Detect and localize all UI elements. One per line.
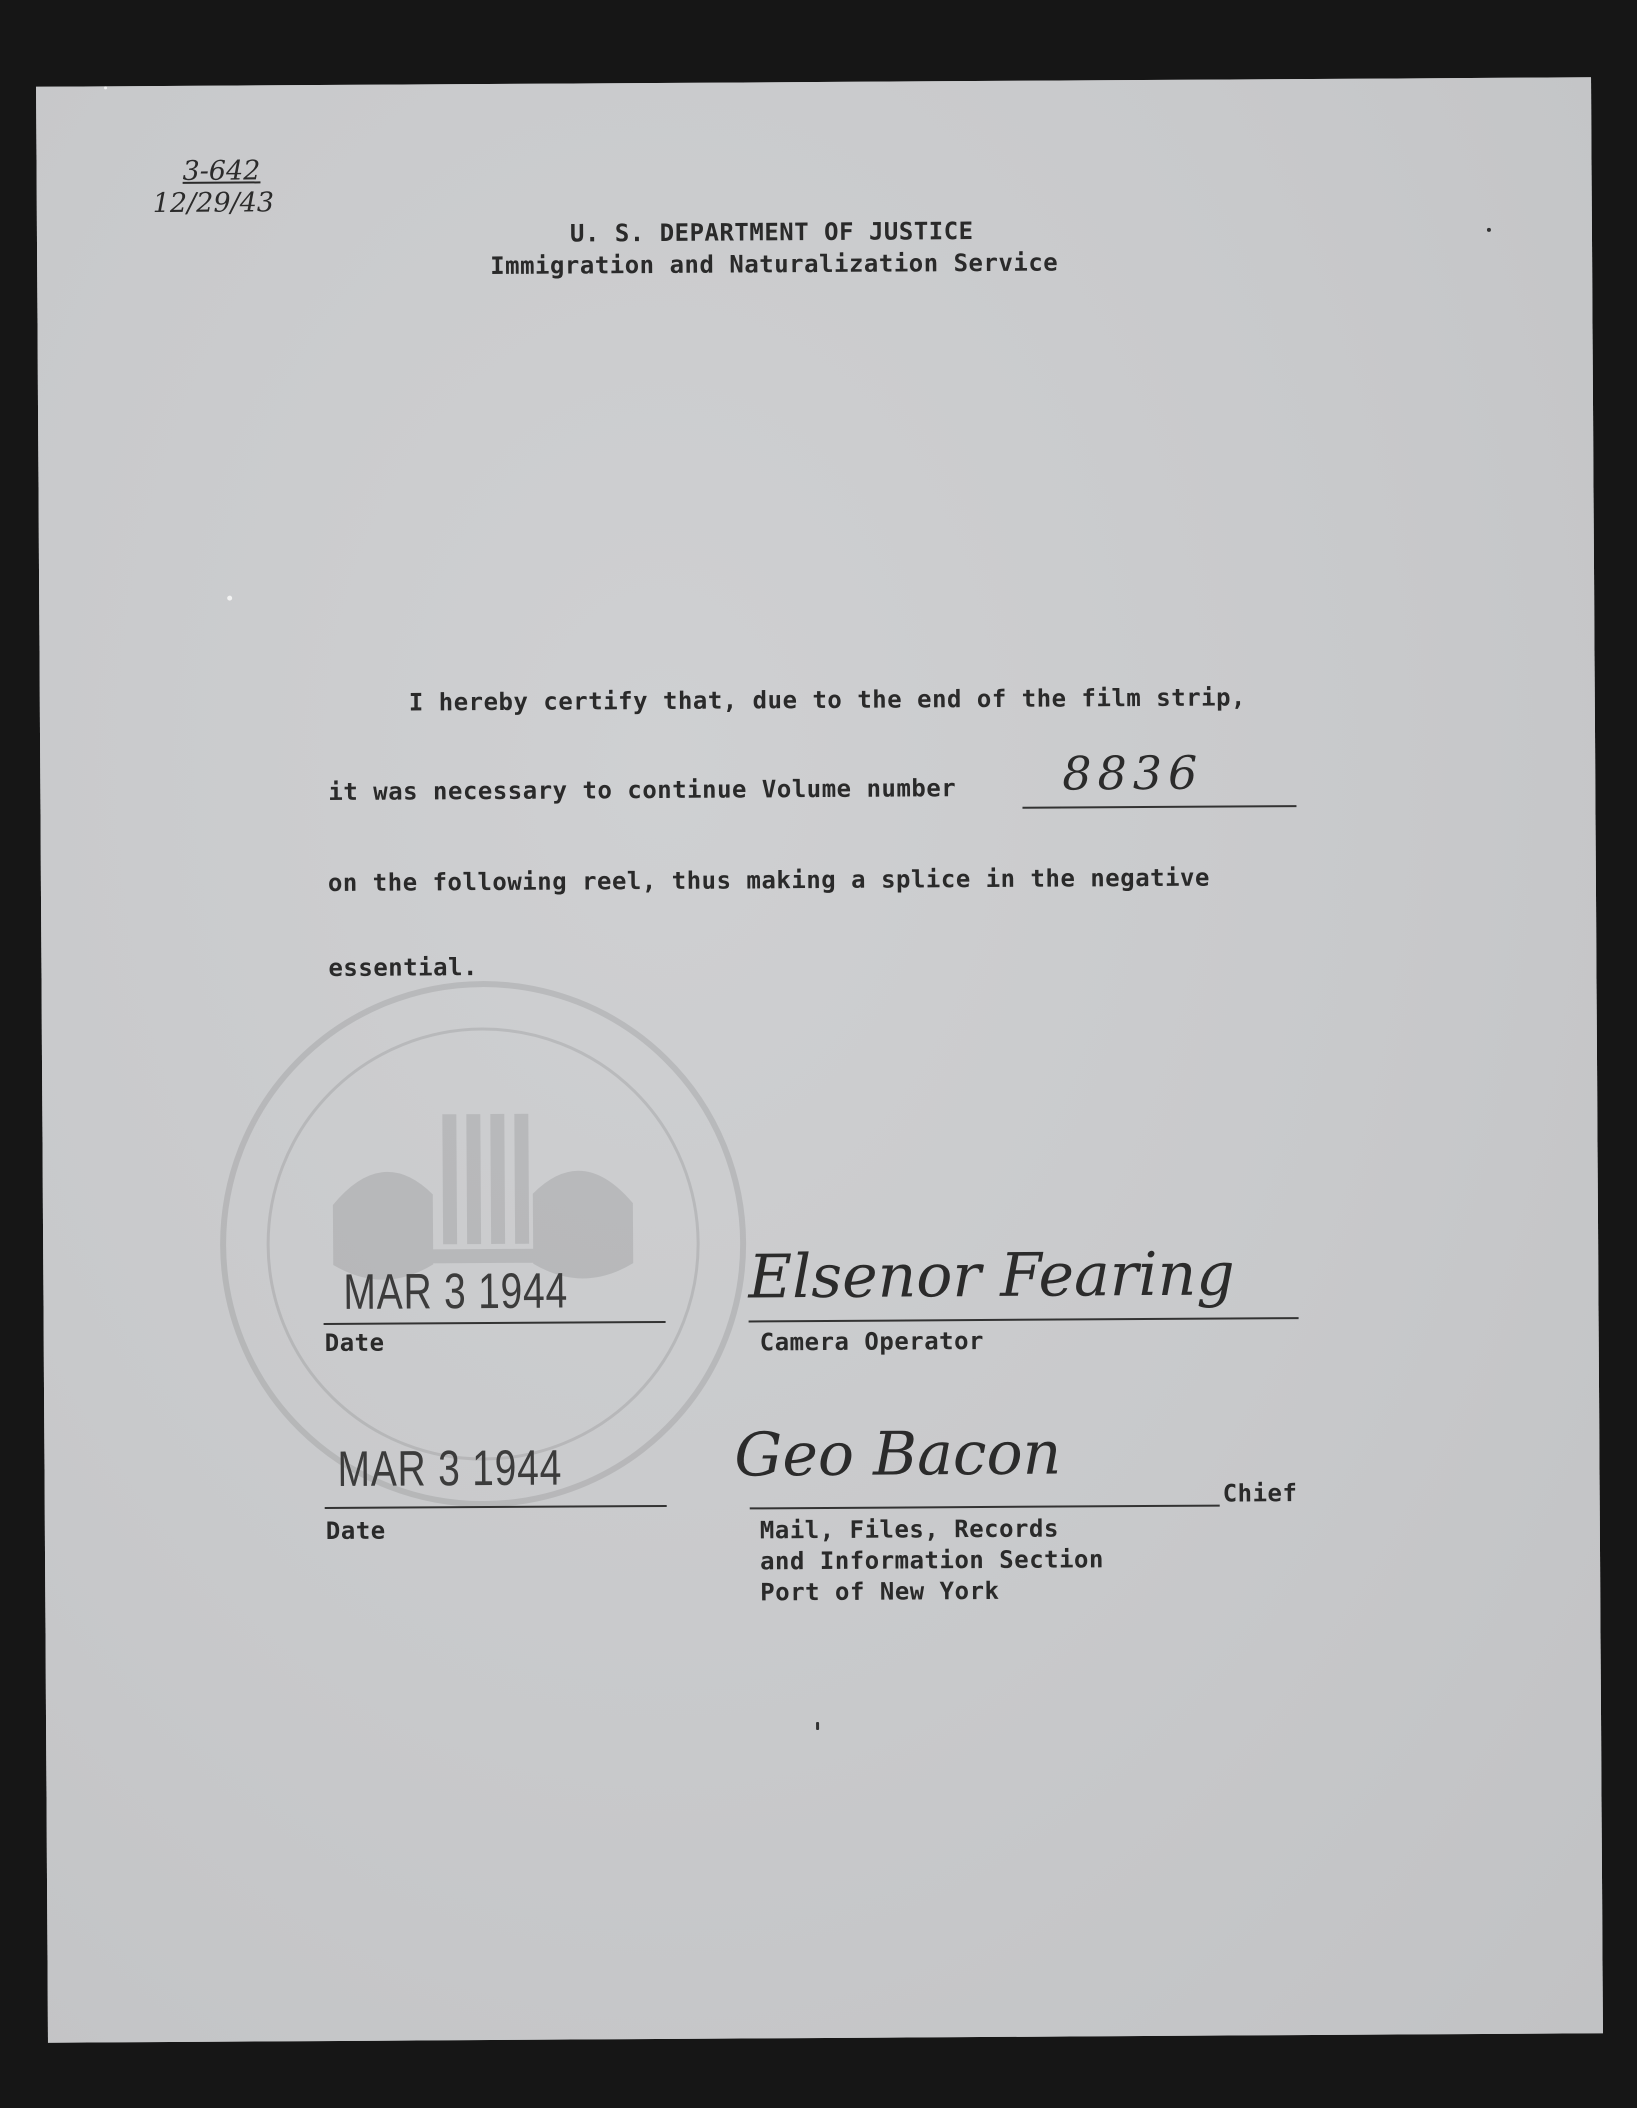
certification-line-2: it was necessary to continue Volume number: [328, 774, 957, 806]
camera-operator-date-label: Date: [324, 1328, 385, 1358]
scan-speck: [1487, 228, 1491, 232]
certification-line-3: on the following reel, thus making a splice in the negative: [327, 863, 1210, 897]
scan-speck: [1328, 2039, 1332, 2043]
camera-operator-signature: Elsenor Fearing: [748, 1239, 1235, 1313]
chief-title-line-3: Port of New York: [760, 1576, 1000, 1607]
chief-date-label: Date: [325, 1516, 386, 1546]
camera-operator-signature-line: [749, 1317, 1299, 1322]
scan-speck: [104, 86, 107, 89]
volume-number: 8836: [1062, 745, 1204, 801]
chief-title-line-1: Mail, Files, Records: [759, 1514, 1059, 1545]
file-reference-date: 12/29/43: [152, 187, 275, 220]
chief-title-suffix: Chief: [1222, 1479, 1298, 1508]
service-heading: Immigration and Naturalization Service: [490, 248, 1059, 280]
scan-speck: [227, 596, 232, 601]
camera-operator-date-stamp: MAR 3 1944: [343, 1262, 569, 1320]
certification-line-4: essential.: [328, 953, 479, 982]
volume-number-line: [1022, 805, 1296, 809]
chief-date-stamp: MAR 3 1944: [337, 1439, 563, 1497]
chief-signature: Geo Bacon: [734, 1418, 1062, 1491]
chief-title-line-2: and Information Section: [759, 1545, 1104, 1576]
certification-line-1: I hereby certify that, due to the end of the film strip,: [408, 683, 1247, 717]
document-page: [36, 77, 1603, 2042]
department-heading: U. S. DEPARTMENT OF JUSTICE: [569, 217, 974, 248]
scan-speck: [816, 1722, 819, 1730]
file-reference-number: 3-642: [182, 155, 261, 187]
chief-signature-line: [750, 1505, 1220, 1510]
camera-operator-title: Camera Operator: [759, 1327, 985, 1357]
